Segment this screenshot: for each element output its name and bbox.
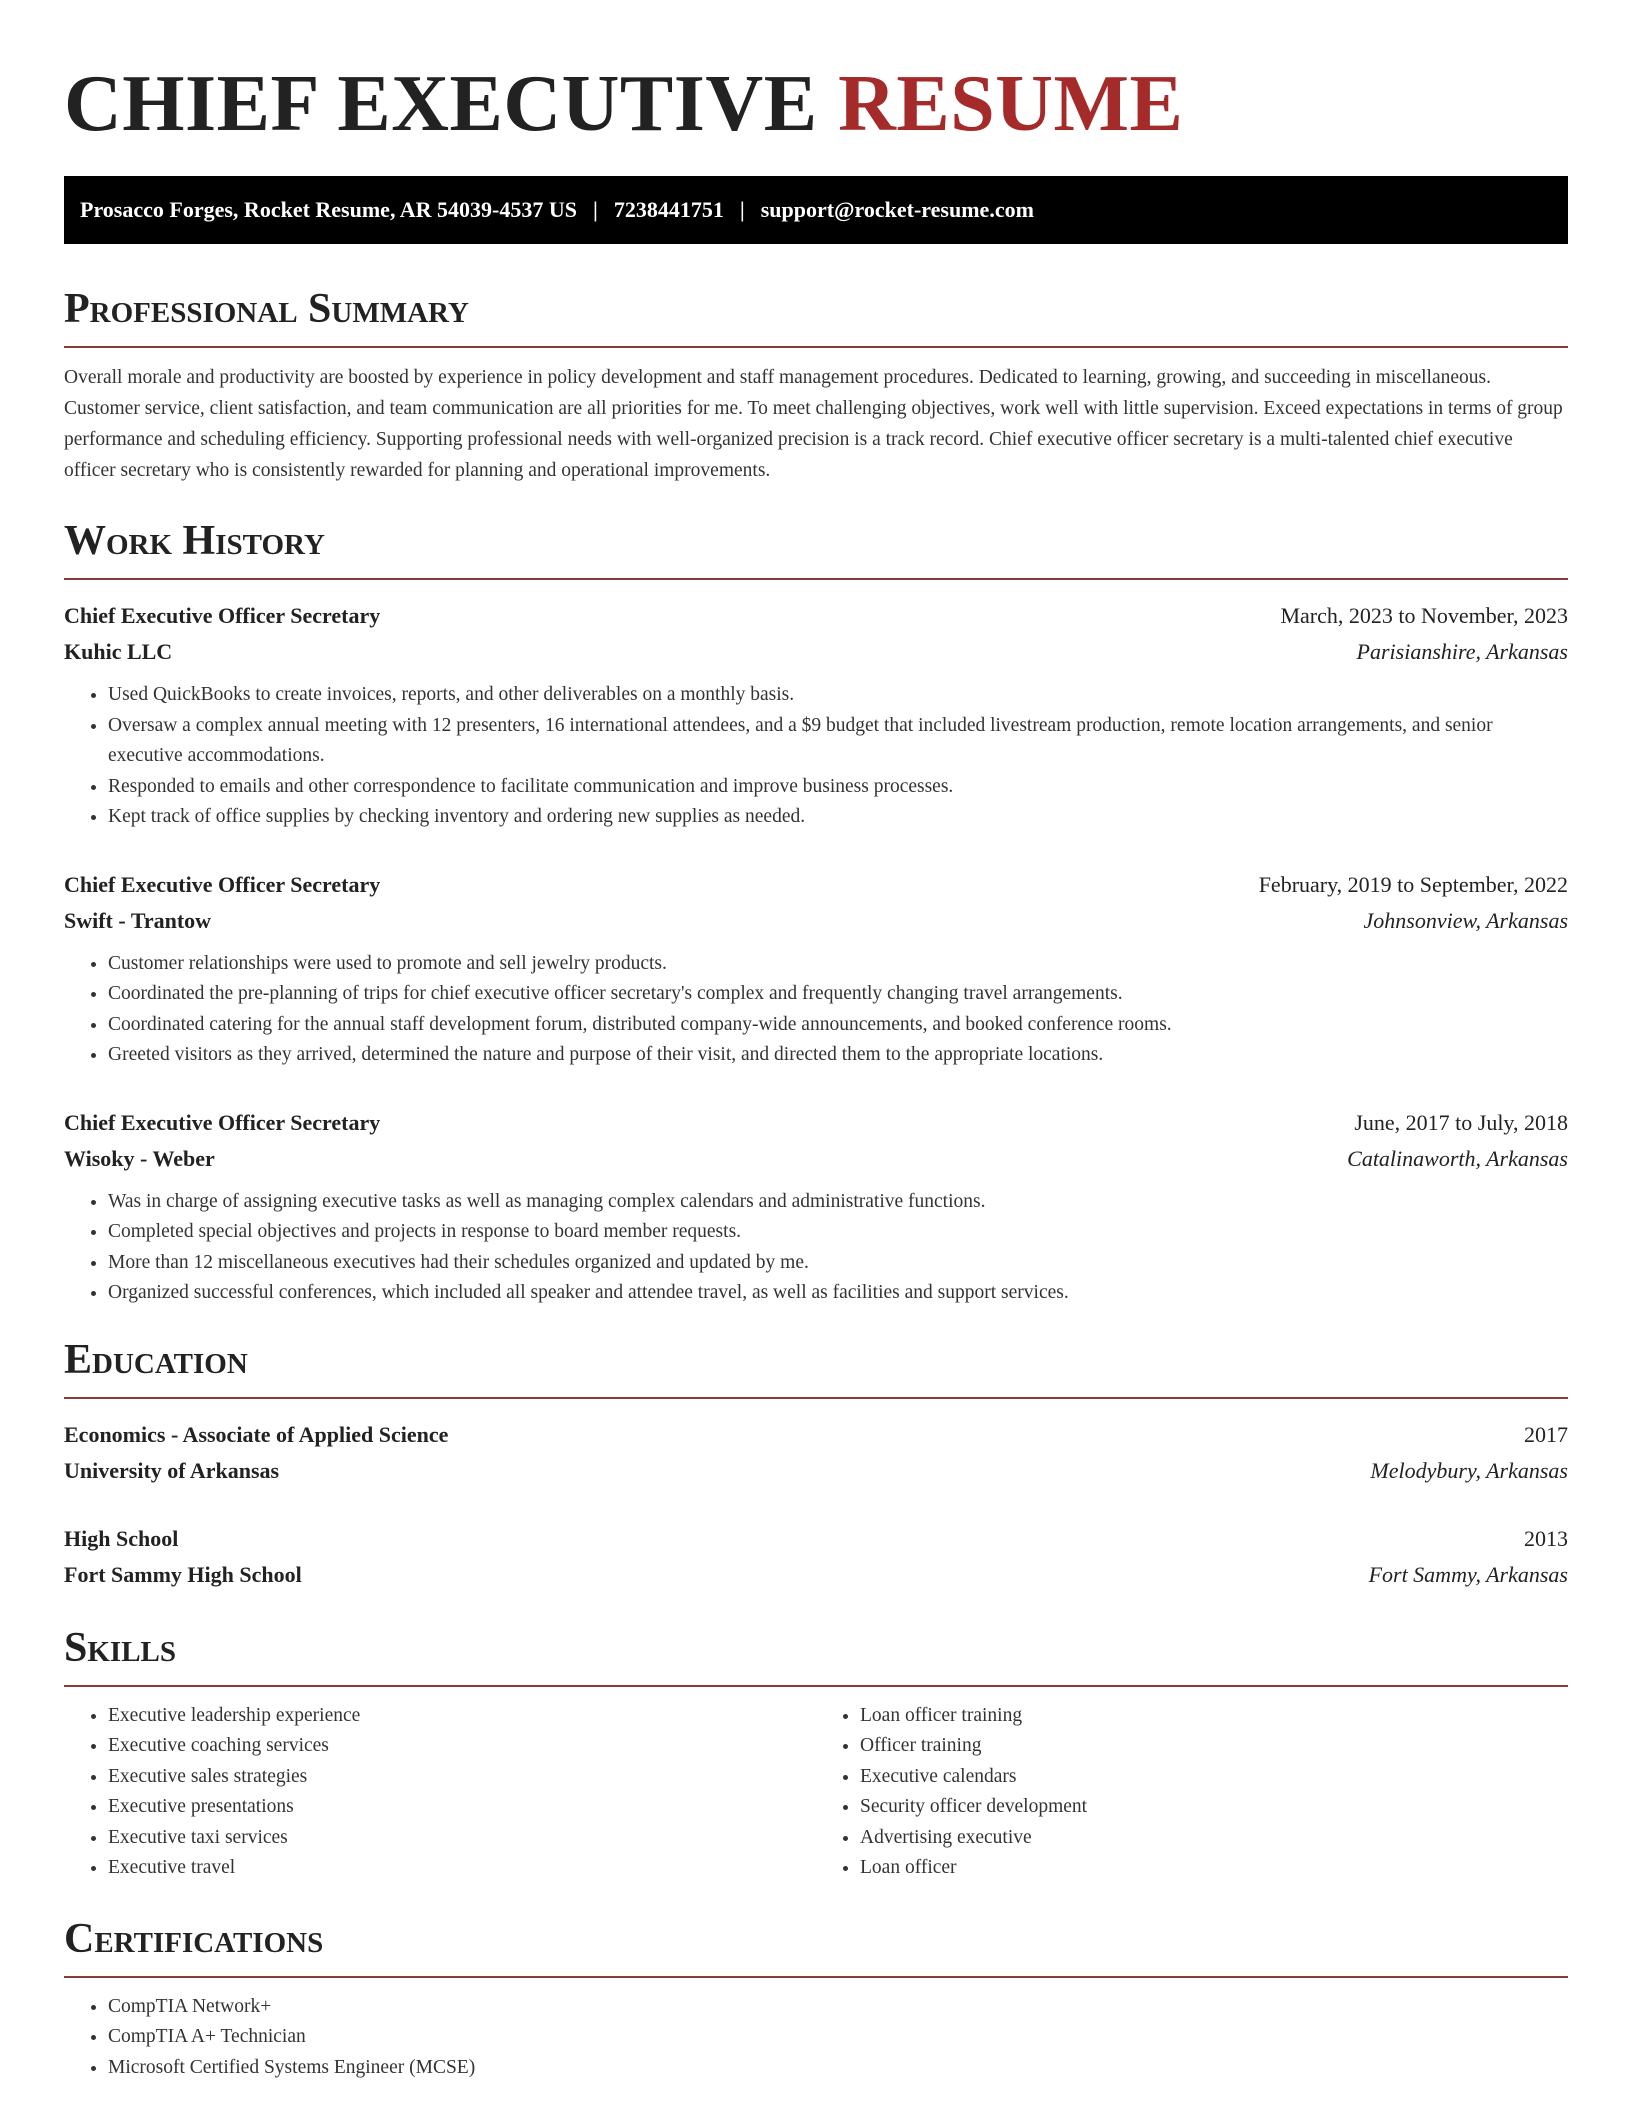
job-bullet: • Responded to emails and other correspondence to facilitate communication and improve business processes. (108, 772, 1568, 803)
education-degree-row (64, 1521, 1568, 1557)
job-bullets (64, 680, 1568, 833)
certification-item: • CompTIA Network+ (108, 1992, 1568, 2023)
skills-columns (64, 1701, 1568, 1884)
job-title: Chief Executive Officer Secretary (64, 871, 381, 897)
skill-item: • Officer training (860, 1731, 1568, 1762)
education-year: 2013 (1524, 1525, 1568, 1551)
job-title: Chief Executive Officer Secretary (64, 1109, 381, 1135)
certification-item: • CompTIA A+ Technician (108, 2022, 1568, 2053)
job-bullet: • Used QuickBooks to create invoices, reports, and other deliverables on a monthly basis. (108, 680, 1568, 711)
skills-list-left (64, 1701, 816, 1884)
skills-heading: Skills (64, 1623, 1568, 1687)
job-company-row (64, 903, 1568, 939)
work-history-section (64, 516, 1568, 1309)
skill-item: • Executive leadership experience (108, 1701, 816, 1732)
job-dates: June, 2017 to July, 2018 (1354, 1109, 1568, 1135)
job-bullet: • More than 12 miscellaneous executives had their schedules organized and updated by me. (108, 1248, 1568, 1279)
certifications-section (64, 1914, 1568, 2084)
job-header-row (64, 867, 1568, 903)
education-location: Melodybury, Arkansas (1370, 1457, 1568, 1483)
education-school-row (64, 1557, 1568, 1593)
skill-item: • Executive coaching services (108, 1731, 816, 1762)
job-company-row (64, 634, 1568, 670)
job-location: Catalinaworth, Arkansas (1347, 1145, 1568, 1171)
job-header-row (64, 598, 1568, 634)
job-bullet: • Greeted visitors as they arrived, determined the nature and purpose of their visit, and directed them to the appropriate locations. (108, 1040, 1568, 1071)
job-entry (64, 1105, 1568, 1309)
skill-item: • Loan officer (860, 1853, 1568, 1884)
skill-item: • Security officer development (860, 1792, 1568, 1823)
job-bullet: • Kept track of office supplies by checking inventory and ordering new supplies as needed. (108, 802, 1568, 833)
job-dates: February, 2019 to September, 2022 (1258, 871, 1568, 897)
job-header-row (64, 1105, 1568, 1141)
education-section (64, 1335, 1568, 1593)
summary-text: Overall morale and productivity are boosted by experience in policy development and staff management procedures. Dedicated to learning, growing, and succeeding in miscellaneous. Customer service, client satisfaction, and team communication are all priorities for me. To meet challenging objectives, work well with little supervision. Exceed expectations in terms of group performance and scheduling efficiency. Supporting professional needs with well-organized precision is a track record. Chief executive officer secretary is a multi-talented chief executive officer secretary who is consistently rewarded for planning and operational improvements. (64, 367, 1563, 481)
certifications-list (64, 1992, 1568, 2084)
job-bullets (64, 949, 1568, 1071)
job-entry (64, 598, 1568, 833)
education-degree-row (64, 1417, 1568, 1453)
job-location: Parisianshire, Arkansas (1356, 639, 1568, 664)
job-company-row (64, 1141, 1568, 1177)
job-company: Swift - Trantow (64, 907, 212, 933)
education-year: 2017 (1524, 1421, 1568, 1447)
summary-heading: Professional Summary (64, 284, 1568, 348)
education-degree: High School (64, 1525, 179, 1551)
job-bullet: • Oversaw a complex annual meeting with 12 presenters, 16 international attendees, and a $9 budget that included livestream production, remote location arrangements, and senior executive accommodations. (108, 711, 1568, 772)
job-bullet: • Coordinated the pre-planning of trips for chief executive officer secretary's complex and frequently changing travel arrangements. (108, 979, 1568, 1010)
contact-bar (64, 176, 1568, 244)
education-school-row (64, 1453, 1568, 1489)
skill-item: • Executive presentations (108, 1792, 816, 1823)
contact-address: Prosacco Forges, Rocket Resume, AR 54039-4537 US (80, 197, 577, 222)
education-degree: Economics - Associate of Applied Science (64, 1421, 449, 1447)
skill-item: • Executive taxi services (108, 1823, 816, 1854)
contact-email: support@rocket-resume.com (760, 197, 1034, 222)
job-bullet: • Was in charge of assigning executive tasks as well as managing complex calendars and administrative functions. (108, 1187, 1568, 1218)
education-entry (64, 1521, 1568, 1593)
job-company: Kuhic LLC (64, 639, 173, 664)
skill-item: • Executive sales strategies (108, 1762, 816, 1793)
job-entry (64, 867, 1568, 1071)
certification-item: • Microsoft Certified Systems Engineer (MCSE) (108, 2053, 1568, 2084)
title-main: CHIEF EXECUTIVE (64, 60, 818, 148)
job-bullet: • Coordinated catering for the annual staff development forum, distributed company-wide announcements, and booked conference rooms. (108, 1010, 1568, 1041)
job-bullet: • Completed special objectives and projects in response to board member requests. (108, 1217, 1568, 1248)
job-company: Wisoky - Weber (64, 1145, 215, 1171)
skill-item: • Executive travel (108, 1853, 816, 1884)
skills-section (64, 1623, 1568, 1884)
skill-item: • Loan officer training (860, 1701, 1568, 1732)
job-bullet: • Customer relationships were used to promote and sell jewelry products. (108, 949, 1568, 980)
title-accent: RESUME (838, 60, 1184, 148)
job-title: Chief Executive Officer Secretary (64, 603, 381, 628)
job-location: Johnsonview, Arkansas (1363, 907, 1568, 933)
contact-separator: | (739, 197, 745, 222)
job-bullet: • Organized successful conferences, which included all speaker and attendee travel, as well as facilities and support services. (108, 1278, 1568, 1309)
skill-item: • Executive calendars (860, 1762, 1568, 1793)
summary-section (64, 284, 1568, 486)
job-dates: March, 2023 to November, 2023 (1280, 603, 1568, 628)
education-school: University of Arkansas (64, 1457, 280, 1483)
education-school: Fort Sammy High School (64, 1561, 302, 1587)
skills-list-right (816, 1701, 1568, 1884)
work-history-heading: Work History (64, 516, 1568, 580)
job-bullets (64, 1187, 1568, 1309)
certifications-heading: Certifications (64, 1914, 1568, 1978)
contact-separator: | (592, 197, 598, 222)
contact-phone: 7238441751 (613, 197, 724, 222)
education-location: Fort Sammy, Arkansas (1368, 1561, 1568, 1587)
resume-title (64, 0, 1568, 146)
education-entry (64, 1417, 1568, 1489)
skill-item: • Advertising executive (860, 1823, 1568, 1854)
education-heading: Education (64, 1335, 1568, 1399)
